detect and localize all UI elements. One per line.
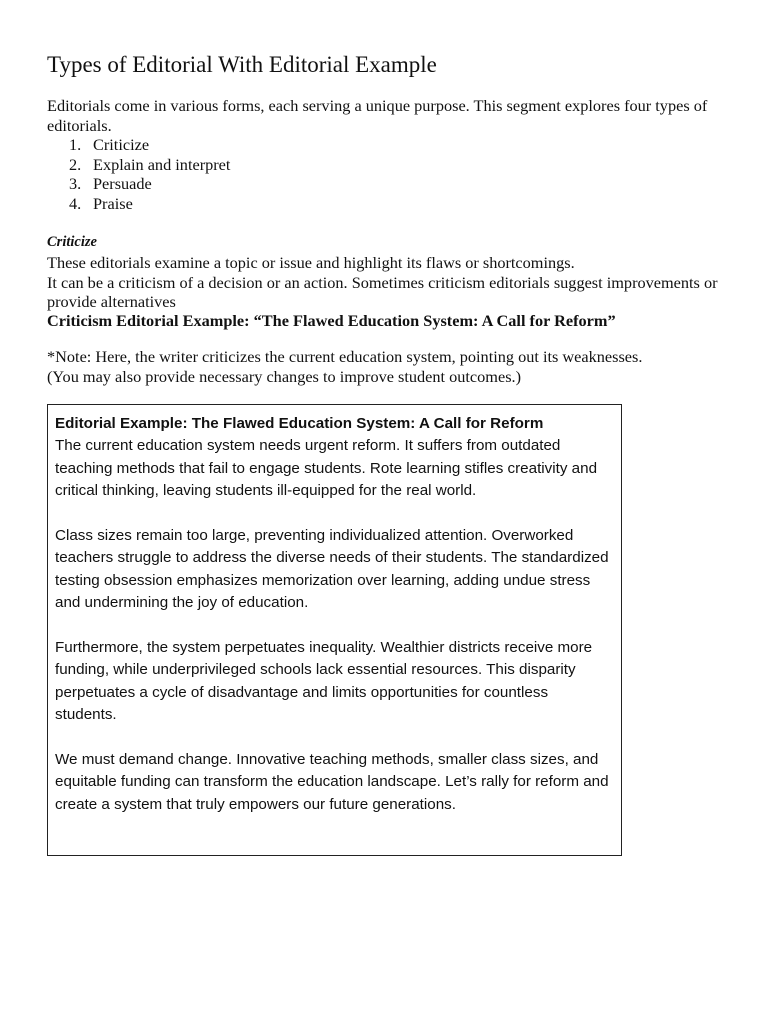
list-item-number: 4. <box>69 194 82 214</box>
page-title: Types of Editorial With Editorial Example <box>47 52 437 77</box>
list-item <box>47 174 230 194</box>
list-item-label: Persuade <box>93 174 152 194</box>
list-item-number: 2. <box>69 154 82 174</box>
editorial-example-box <box>47 404 622 856</box>
list-item-label: Criticize <box>93 135 150 154</box>
example-paragraph: Furthermore, the system perpetuates inequality. Wealthier districts receive more funding, while underprivileged schools lack essential resources. This disparity perpetuates a cycle of disadvantage and limits opportunities for countless students. <box>55 639 593 724</box>
example-paragraph: Class sizes remain too large, preventing individualized attention. Overworked teachers struggle to address the diverse needs of their students. The standardized testing obsession emphasizes memorization over learning, adding undue stress and undermining the joy of education. <box>55 527 609 612</box>
intro-paragraph: Editorials come in various forms, each serving a unique purpose. This segment explores four types of editorials. <box>47 96 708 135</box>
criticize-line-2: It can be a criticism of a decision or an action. Sometimes criticism editorials suggest improvements or provide alternatives <box>47 272 718 311</box>
criticism-example-heading: Criticism Editorial Example: “The Flawed Education System: A Call for Reform” <box>47 311 616 330</box>
list-item-label: Explain and interpret <box>93 154 231 174</box>
list-item-number: 3. <box>69 174 82 194</box>
criticize-heading: Criticize <box>47 234 97 250</box>
list-item <box>47 194 230 214</box>
list-item-label: Praise <box>93 194 133 214</box>
example-paragraph: We must demand change. Innovative teaching methods, smaller class sizes, and equitable funding can transform the education landscape. Let’s rally for reform and create a system that truly empowers our future generations. <box>55 751 609 813</box>
list-item <box>47 155 230 175</box>
note-line-1: *Note: Here, the writer criticizes the current education system, pointing out its weaknesses. <box>47 347 643 366</box>
list-item <box>47 135 230 155</box>
criticize-line-1: These editorials examine a topic or issue and highlight its flaws or shortcomings. <box>47 253 575 272</box>
example-paragraph: The current education system needs urgent reform. It suffers from outdated teaching methods that fail to engage students. Rote learning stifles creativity and critical thinking, leaving students ill-equipped for the real world. <box>55 437 598 500</box>
editorial-types-list <box>47 135 230 214</box>
note-line-2: (You may also provide necessary changes to improve student outcomes.) <box>47 367 522 386</box>
list-item-number: 1. <box>69 135 82 154</box>
note-block <box>47 347 747 387</box>
example-box-title: Editorial Example: The Flawed Education System: A Call for Reform <box>55 415 544 432</box>
criticize-description <box>47 253 737 312</box>
